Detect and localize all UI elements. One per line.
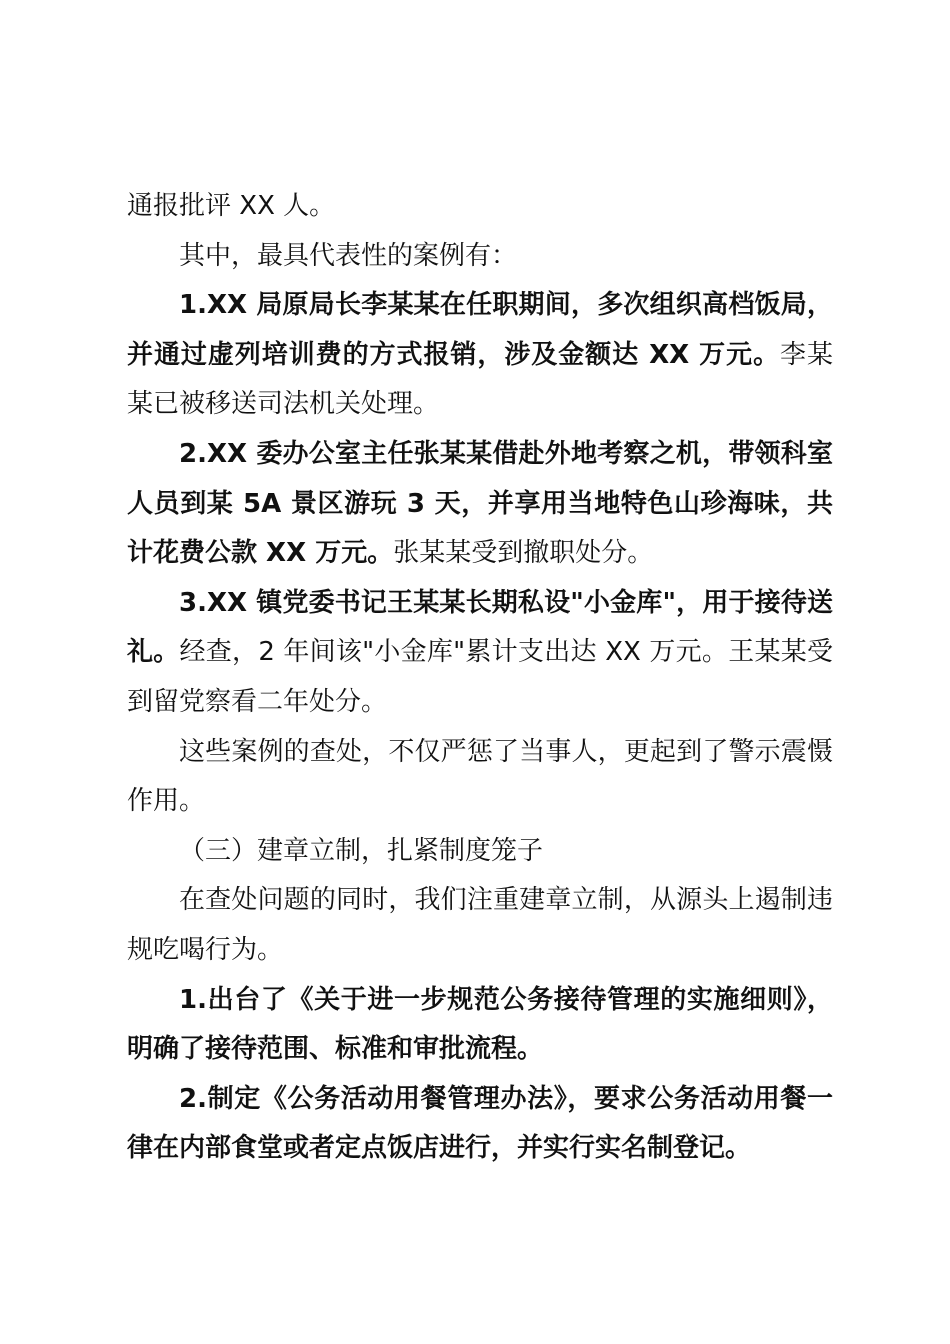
paragraph-3 bbox=[127, 281, 833, 430]
bold-text-run: 2.制定《公务活动用餐管理办法》，要求公务活动用餐一律在内部食堂或者定点饭店进行，并实行实名制登记。 bbox=[127, 1083, 833, 1164]
text-run: 在查处问题的同时，我们注重建章立制，从源头上遏制违规吃喝行为。 bbox=[127, 885, 833, 965]
text-run: 张某某受到撤职处分。 bbox=[393, 538, 654, 569]
paragraph-6 bbox=[127, 728, 833, 827]
text-run: 通报批评 XX 人。 bbox=[127, 191, 336, 221]
section-heading bbox=[127, 827, 833, 877]
text-run: 这些案例的查处，不仅严惩了当事人，更起到了警示震慑作用。 bbox=[127, 736, 833, 817]
bold-text-run: 1.XX 局原局长李某某在任职期间，多次组织高档饭局，并通过虚列培训费的方式报销，涉及金额达 XX 万元。 bbox=[127, 290, 833, 370]
text-run: 其中，最具代表性的案例有： bbox=[179, 240, 518, 271]
bold-text-run: 1.出台了《关于进一步规范公务接待管理的实施细则》，明确了接待范围、标准和审批流程。 bbox=[127, 984, 833, 1065]
bold-text-run: 2.XX 委办公室主任张某某借赴外地考察之机，带领科室人员到某 5A 景区游玩 3 天，并享用当地特色山珍海味，共计花费公款 XX 万元。 bbox=[127, 438, 833, 569]
paragraph-5 bbox=[127, 579, 833, 728]
paragraph-2 bbox=[127, 232, 833, 282]
paragraph-1 bbox=[127, 182, 833, 232]
paragraph-8 bbox=[127, 876, 833, 975]
bold-text-run: 3.XX 镇党委书记王某某长期私设"小金库"，用于接待送礼。 bbox=[127, 587, 833, 668]
text-run: 李某某已被移送司法机关处理。 bbox=[127, 339, 833, 420]
text-run: 经查，2 年间该"小金库"累计支出达 XX 万元。王某某受到留党察看二年处分。 bbox=[127, 637, 833, 717]
paragraph-9 bbox=[127, 976, 833, 1075]
paragraph-10 bbox=[127, 1075, 833, 1174]
document-page bbox=[127, 182, 833, 1174]
paragraph-4 bbox=[127, 430, 833, 579]
text-run: （三）建章立制，扎紧制度笼子 bbox=[179, 835, 544, 866]
